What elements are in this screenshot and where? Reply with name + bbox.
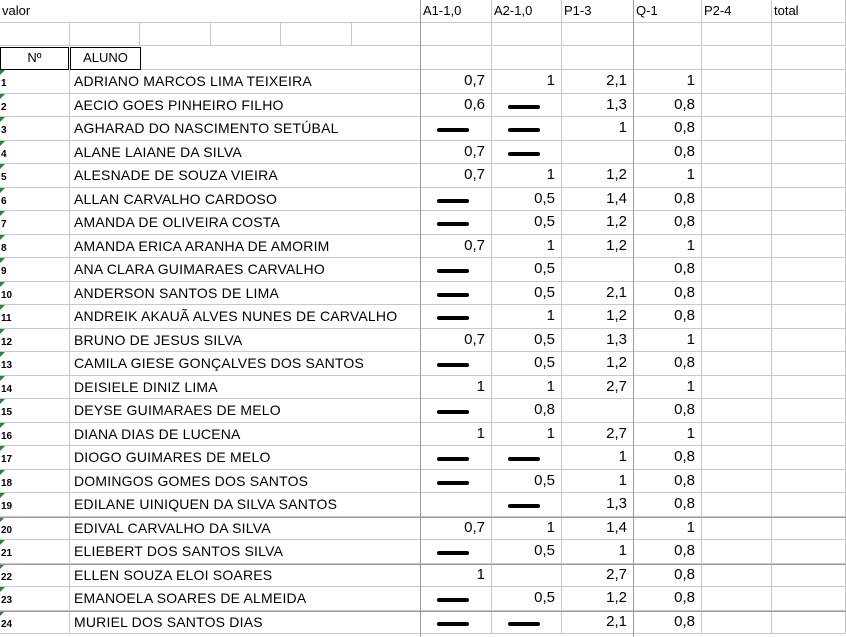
total-cell[interactable] <box>772 94 846 117</box>
empty-cell[interactable] <box>211 23 281 46</box>
row-number[interactable]: 20 <box>0 517 70 540</box>
grade-cell-a2[interactable] <box>492 117 562 141</box>
grade-cell-p1[interactable]: 1,3 <box>562 329 634 352</box>
grade-cell-p1[interactable] <box>562 399 634 423</box>
grade-cell-a2[interactable]: 0,5 <box>492 540 562 564</box>
grade-cell-q[interactable]: 1 <box>634 376 702 399</box>
dash-mark <box>508 105 540 109</box>
row-separator <box>0 564 846 565</box>
p2-cell[interactable] <box>702 517 772 540</box>
row-number[interactable]: 6 <box>0 188 70 211</box>
grade-cell-q[interactable]: 0,8 <box>634 282 702 305</box>
row-number[interactable]: 18 <box>0 470 70 493</box>
student-name[interactable]: EMANOELA SOARES DE ALMEIDA <box>70 587 421 611</box>
grade-cell-a1[interactable]: 0,7 <box>421 164 492 188</box>
grade-cell-a1[interactable] <box>421 587 492 611</box>
empty-cell[interactable] <box>0 23 70 46</box>
row-separator <box>0 611 846 612</box>
empty-cell[interactable] <box>492 23 562 46</box>
row-number[interactable]: 9 <box>0 258 70 282</box>
p2-cell[interactable] <box>702 352 772 376</box>
total-cell[interactable] <box>772 211 846 235</box>
row-number[interactable]: 5 <box>0 164 70 188</box>
dash-mark <box>437 551 469 555</box>
dash-mark <box>437 598 469 602</box>
empty-cell[interactable] <box>772 23 846 46</box>
row-number[interactable]: 22 <box>0 564 70 587</box>
grade-cell-q[interactable]: 1 <box>634 235 702 258</box>
dash-mark <box>508 457 540 461</box>
row-number[interactable]: 10 <box>0 282 70 305</box>
student-name[interactable]: DIOGO GUIMARES DE MELO <box>70 446 421 470</box>
column-header[interactable]: total <box>772 0 846 23</box>
row-number[interactable]: 21 <box>0 540 70 564</box>
dash-mark <box>508 504 540 508</box>
grade-cell-a1[interactable] <box>421 493 492 517</box>
grade-cell-p1[interactable]: 2,7 <box>562 423 634 446</box>
total-cell[interactable] <box>772 376 846 399</box>
student-name[interactable]: ELIEBERT DOS SANTOS SILVA <box>70 540 421 564</box>
dash-mark <box>437 457 469 461</box>
grade-cell-p1[interactable]: 1,4 <box>562 517 634 540</box>
row-number[interactable]: 13 <box>0 352 70 376</box>
grade-cell-a1[interactable] <box>421 258 492 282</box>
grade-cell-q[interactable]: 1 <box>634 164 702 188</box>
grade-cell-q[interactable]: 1 <box>634 517 702 540</box>
p2-cell[interactable] <box>702 446 772 470</box>
empty-cell[interactable] <box>140 23 211 46</box>
grade-cell-p1[interactable]: 1,2 <box>562 352 634 376</box>
comment-marker-icon <box>0 164 5 169</box>
row-number[interactable]: 17 <box>0 446 70 470</box>
dash-mark <box>508 622 540 626</box>
grade-cell-a1[interactable]: 0,7 <box>421 517 492 540</box>
grade-cell-q[interactable]: 0,8 <box>634 141 702 164</box>
grade-cell-a1[interactable] <box>421 470 492 493</box>
grade-cell-q[interactable]: 0,8 <box>634 211 702 235</box>
grade-cell-a1[interactable] <box>421 211 492 235</box>
p2-cell[interactable] <box>702 188 772 211</box>
student-name[interactable]: EDIVAL CARVALHO DA SILVA <box>70 517 421 540</box>
grade-cell-a2[interactable]: 1 <box>492 70 562 94</box>
student-name[interactable]: ADRIANO MARCOS LIMA TEIXEIRA <box>70 70 421 94</box>
empty-cell[interactable] <box>634 47 702 70</box>
grade-cell-p1[interactable]: 2,7 <box>562 376 634 399</box>
total-cell[interactable] <box>772 235 846 258</box>
comment-marker-icon <box>0 94 5 99</box>
total-cell[interactable] <box>772 141 846 164</box>
p2-cell[interactable] <box>702 423 772 446</box>
grade-cell-a2[interactable]: 0,8 <box>492 399 562 423</box>
grade-cell-a1[interactable] <box>421 117 492 141</box>
total-cell[interactable] <box>772 470 846 493</box>
total-cell[interactable] <box>772 564 846 587</box>
column-header[interactable]: A2-1,0 <box>492 0 562 23</box>
student-name[interactable]: ELLEN SOUZA ELOI SOARES <box>70 564 421 587</box>
comment-marker-icon <box>0 587 5 592</box>
student-name[interactable]: DEISIELE DINIZ LIMA <box>70 376 421 399</box>
dash-mark <box>437 222 469 226</box>
p2-cell[interactable] <box>702 305 772 329</box>
grade-cell-q[interactable]: 0,8 <box>634 611 702 634</box>
comment-marker-icon <box>0 282 5 287</box>
dash-mark <box>437 622 469 626</box>
comment-marker-icon <box>0 423 5 428</box>
student-name[interactable]: ANDREIK AKAUÃ ALVES NUNES DE CARVALHO <box>70 305 421 329</box>
grade-cell-a1[interactable]: 0,7 <box>421 329 492 352</box>
dash-mark <box>437 199 469 203</box>
row-number[interactable]: 23 <box>0 587 70 611</box>
number-header: Nº <box>0 47 69 70</box>
grade-cell-a1[interactable]: 0,7 <box>421 235 492 258</box>
grade-cell-a1[interactable] <box>421 446 492 470</box>
p2-cell[interactable] <box>702 376 772 399</box>
student-name[interactable]: ANDERSON SANTOS DE LIMA <box>70 282 421 305</box>
grade-cell-p1[interactable]: 1 <box>562 446 634 470</box>
total-cell[interactable] <box>772 399 846 423</box>
student-name[interactable]: DOMINGOS GOMES DOS SANTOS <box>70 470 421 493</box>
grade-cell-q[interactable]: 0,8 <box>634 94 702 117</box>
grade-cell-a2[interactable]: 1 <box>492 164 562 188</box>
grade-cell-a1[interactable] <box>421 188 492 211</box>
grade-cell-a1[interactable] <box>421 352 492 376</box>
empty-cell[interactable] <box>702 23 772 46</box>
row-separator <box>0 517 846 518</box>
grade-cell-p1[interactable]: 1,4 <box>562 188 634 211</box>
student-name[interactable]: AECIO GOES PINHEIRO FILHO <box>70 94 421 117</box>
grade-cell-q[interactable]: 0,8 <box>634 117 702 141</box>
dash-mark <box>437 363 469 367</box>
comment-marker-icon <box>0 305 5 310</box>
grade-cell-q[interactable]: 0,8 <box>634 258 702 282</box>
empty-cell[interactable] <box>421 47 492 70</box>
empty-cell[interactable] <box>141 47 421 70</box>
grade-cell-q[interactable]: 0,8 <box>634 446 702 470</box>
comment-marker-icon <box>0 376 5 381</box>
comment-marker-icon <box>0 540 5 545</box>
grade-cell-a2[interactable]: 0,5 <box>492 352 562 376</box>
row-number[interactable]: 16 <box>0 423 70 446</box>
row-number[interactable]: 4 <box>0 141 70 164</box>
grade-cell-p1[interactable]: 1 <box>562 470 634 493</box>
grade-cell-a1[interactable]: 1 <box>421 564 492 587</box>
grade-cell-a1[interactable]: 1 <box>421 376 492 399</box>
grade-cell-a1[interactable]: 1 <box>421 423 492 446</box>
empty-cell[interactable] <box>634 23 702 46</box>
dash-mark <box>508 128 540 132</box>
total-cell[interactable] <box>772 164 846 188</box>
p2-cell[interactable] <box>702 94 772 117</box>
total-cell[interactable] <box>772 517 846 540</box>
total-cell[interactable] <box>772 258 846 282</box>
grade-cell-p1[interactable]: 1,2 <box>562 211 634 235</box>
grade-cell-p1[interactable]: 2,1 <box>562 611 634 634</box>
student-name[interactable]: DIANA DIAS DE LUCENA <box>70 423 421 446</box>
grade-cell-p1[interactable]: 2,7 <box>562 564 634 587</box>
grade-cell-p1[interactable]: 1,2 <box>562 164 634 188</box>
dash-mark <box>437 316 469 320</box>
p2-cell[interactable] <box>702 587 772 611</box>
grade-cell-q[interactable]: 1 <box>634 329 702 352</box>
student-name[interactable]: ALANE LAIANE DA SILVA <box>70 141 421 164</box>
total-cell[interactable] <box>772 117 846 141</box>
empty-cell[interactable] <box>562 47 634 70</box>
grade-cell-a2[interactable]: 0,5 <box>492 188 562 211</box>
p2-cell[interactable] <box>702 141 772 164</box>
grade-cell-a2[interactable] <box>492 141 562 164</box>
grade-cell-p1[interactable]: 1,2 <box>562 305 634 329</box>
row-number[interactable]: 14 <box>0 376 70 399</box>
grade-cell-a1[interactable] <box>421 399 492 423</box>
row-number[interactable]: 19 <box>0 493 70 517</box>
student-name[interactable]: ALLAN CARVALHO CARDOSO <box>70 188 421 211</box>
grade-cell-a2[interactable] <box>492 611 562 634</box>
grade-cell-q[interactable]: 0,8 <box>634 399 702 423</box>
row-number[interactable]: 3 <box>0 117 70 141</box>
grade-cell-q[interactable]: 0,8 <box>634 188 702 211</box>
row-number[interactable]: 1 <box>0 70 70 94</box>
comment-marker-icon <box>0 235 5 240</box>
column-header[interactable]: A1-1,0 <box>421 0 492 23</box>
row-number[interactable]: 7 <box>0 211 70 235</box>
grade-cell-a2[interactable]: 0,5 <box>492 282 562 305</box>
grade-cell-a2[interactable]: 1 <box>492 517 562 540</box>
total-cell[interactable] <box>772 305 846 329</box>
student-name[interactable]: EDILANE UINIQUEN DA SILVA SANTOS <box>70 493 421 517</box>
empty-cell[interactable] <box>702 47 772 70</box>
grade-cell-a2[interactable]: 0,5 <box>492 470 562 493</box>
grade-cell-p1[interactable]: 1,2 <box>562 587 634 611</box>
comment-marker-icon <box>0 399 5 404</box>
student-name[interactable]: ANA CLARA GUIMARAES CARVALHO <box>70 258 421 282</box>
total-cell[interactable] <box>772 446 846 470</box>
grade-cell-a1[interactable]: 0,7 <box>421 141 492 164</box>
empty-cell[interactable] <box>492 47 562 70</box>
p2-cell[interactable] <box>702 282 772 305</box>
student-name[interactable]: AGHARAD DO NASCIMENTO SETÚBAL <box>70 117 421 141</box>
comment-marker-icon <box>0 188 5 193</box>
grade-cell-p1[interactable] <box>562 141 634 164</box>
student-name[interactable]: AMANDA ERICA ARANHA DE AMORIM <box>70 235 421 258</box>
grade-cell-a2[interactable]: 1 <box>492 305 562 329</box>
p2-cell[interactable] <box>702 235 772 258</box>
total-cell[interactable] <box>772 493 846 517</box>
grade-cell-a2[interactable]: 0,5 <box>492 329 562 352</box>
comment-marker-icon <box>0 352 5 357</box>
column-header[interactable]: P2-4 <box>702 0 772 23</box>
total-cell[interactable] <box>772 587 846 611</box>
grade-cell-a2[interactable]: 0,5 <box>492 587 562 611</box>
p2-cell[interactable] <box>702 564 772 587</box>
grade-cell-p1[interactable]: 2,1 <box>562 70 634 94</box>
grade-cell-a2[interactable]: 1 <box>492 423 562 446</box>
p2-cell[interactable] <box>702 164 772 188</box>
comment-marker-icon <box>0 211 5 216</box>
student-name[interactable]: AMANDA DE OLIVEIRA COSTA <box>70 211 421 235</box>
grade-cell-p1[interactable]: 1,2 <box>562 235 634 258</box>
grade-cell-q[interactable]: 1 <box>634 423 702 446</box>
total-cell[interactable] <box>772 188 846 211</box>
grade-cell-a2[interactable]: 0,5 <box>492 211 562 235</box>
dash-mark <box>437 410 469 414</box>
grade-cell-a2[interactable]: 0,5 <box>492 258 562 282</box>
row-number[interactable]: 11 <box>0 305 70 329</box>
p2-cell[interactable] <box>702 329 772 352</box>
row-number[interactable]: 24 <box>0 611 70 634</box>
grade-cell-p1[interactable]: 1 <box>562 117 634 141</box>
comment-marker-icon <box>0 493 5 498</box>
dash-mark <box>437 293 469 297</box>
grade-cell-p1[interactable]: 1,3 <box>562 94 634 117</box>
comment-marker-icon <box>0 470 5 475</box>
total-cell[interactable] <box>772 282 846 305</box>
p2-cell[interactable] <box>702 258 772 282</box>
grade-cell-q[interactable]: 0,8 <box>634 352 702 376</box>
grade-cell-a1[interactable] <box>421 540 492 564</box>
grade-cell-a1[interactable] <box>421 282 492 305</box>
total-cell[interactable] <box>772 611 846 634</box>
grade-cell-q[interactable]: 0,8 <box>634 540 702 564</box>
student-name[interactable]: BRUNO DE JESUS SILVA <box>70 329 421 352</box>
p2-cell[interactable] <box>702 117 772 141</box>
p2-cell[interactable] <box>702 70 772 94</box>
grade-cell-a2[interactable]: 1 <box>492 235 562 258</box>
empty-cell[interactable] <box>281 23 352 46</box>
empty-cell[interactable] <box>421 23 492 46</box>
row-number[interactable]: 2 <box>0 94 70 117</box>
grade-cell-q[interactable]: 0,8 <box>634 305 702 329</box>
comment-marker-icon <box>0 141 5 146</box>
p2-cell[interactable] <box>702 399 772 423</box>
student-name[interactable]: CAMILA GIESE GONÇALVES DOS SANTOS <box>70 352 421 376</box>
column-header[interactable]: Q-1 <box>634 0 702 23</box>
student-name[interactable]: ALESNADE DE SOUZA VIEIRA <box>70 164 421 188</box>
dash-mark <box>437 128 469 132</box>
total-cell[interactable] <box>772 329 846 352</box>
total-cell[interactable] <box>772 423 846 446</box>
p2-cell[interactable] <box>702 470 772 493</box>
grade-cell-a1[interactable]: 0,7 <box>421 70 492 94</box>
student-header: ALUNO <box>70 47 141 70</box>
student-name[interactable]: MURIEL DOS SANTOS DIAS <box>70 611 421 634</box>
comment-marker-icon <box>0 70 5 75</box>
total-cell[interactable] <box>772 540 846 564</box>
p2-cell[interactable] <box>702 611 772 634</box>
grade-cell-q[interactable]: 0,8 <box>634 587 702 611</box>
grade-cell-p1[interactable]: 1,3 <box>562 493 634 517</box>
comment-marker-icon <box>0 329 5 334</box>
empty-cell[interactable] <box>772 47 846 70</box>
grade-cell-a2[interactable] <box>492 446 562 470</box>
dash-mark <box>508 152 540 156</box>
grade-cell-p1[interactable] <box>562 258 634 282</box>
grade-cell-a1[interactable] <box>421 611 492 634</box>
empty-cell[interactable] <box>562 23 634 46</box>
grade-cell-a1[interactable] <box>421 305 492 329</box>
p2-cell[interactable] <box>702 493 772 517</box>
header-valor: valor <box>0 0 421 23</box>
comment-marker-icon <box>0 258 5 263</box>
grade-cell-p1[interactable]: 2,1 <box>562 282 634 305</box>
student-name[interactable]: DEYSE GUIMARAES DE MELO <box>70 399 421 423</box>
dash-mark <box>437 269 469 273</box>
grade-cell-a2[interactable]: 1 <box>492 376 562 399</box>
empty-cell[interactable] <box>70 23 140 46</box>
grade-cell-a2[interactable] <box>492 564 562 587</box>
grade-cell-q[interactable]: 1 <box>634 70 702 94</box>
grade-cell-q[interactable]: 0,8 <box>634 493 702 517</box>
grade-cell-p1[interactable]: 1 <box>562 540 634 564</box>
comment-marker-icon <box>0 446 5 451</box>
column-separator <box>420 0 421 637</box>
total-cell[interactable] <box>772 352 846 376</box>
comment-marker-icon <box>0 117 5 122</box>
grade-cell-a1[interactable]: 0,6 <box>421 94 492 117</box>
dash-mark <box>437 481 469 485</box>
row-number[interactable]: 8 <box>0 235 70 258</box>
grade-cell-a2[interactable] <box>492 94 562 117</box>
column-header[interactable]: P1-3 <box>562 0 634 23</box>
grade-cell-q[interactable]: 0,8 <box>634 564 702 587</box>
grade-cell-q[interactable]: 0,8 <box>634 470 702 493</box>
row-number[interactable]: 12 <box>0 329 70 352</box>
grade-cell-a2[interactable] <box>492 493 562 517</box>
total-cell[interactable] <box>772 70 846 94</box>
empty-cell[interactable] <box>352 23 421 46</box>
row-number[interactable]: 15 <box>0 399 70 423</box>
column-separator <box>633 0 634 637</box>
p2-cell[interactable] <box>702 211 772 235</box>
p2-cell[interactable] <box>702 540 772 564</box>
